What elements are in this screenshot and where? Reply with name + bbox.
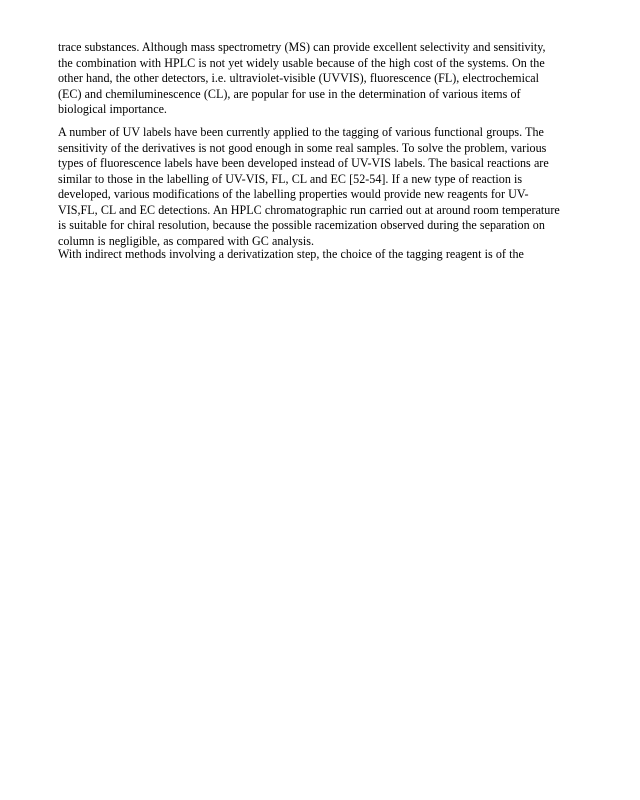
paragraph-indirect-methods [58, 247, 586, 263]
paragraph-line: the combination with HPLC is not yet widely usable because of the high cost of the systems. On the [58, 55, 545, 70]
paragraph-line: biological importance. [58, 102, 167, 116]
paragraph-line: similar to those in the labelling of UV-VIS, FL, CL and EC [52-54]. If a new type of reaction is [58, 171, 523, 186]
paragraph-line: developed, various modifications of the labelling properties would provide new reagents for UV- [58, 187, 529, 201]
paragraph-line: VIS,FL, CL and EC detections. An HPLC chromatographic run carried out at around room temperature [58, 202, 560, 217]
paragraph-line: (EC) and chemiluminescence (CL), are popular for use in the determination of various items of [58, 86, 521, 101]
paragraph-line: With indirect methods involving a derivatization step, the choice of the tagging reagent is of the [58, 247, 524, 261]
paragraph-line: column is negligible, as compared with GC analysis. [58, 233, 314, 248]
paragraph-uv-labels [58, 125, 586, 249]
paragraph-line: other hand, the other detectors, i.e. ultraviolet-visible (UVVIS), fluorescence (FL), electrochemical [58, 71, 540, 85]
paragraph-line: sensitivity of the derivatives is not good enough in some real samples. To solve the problem, various [58, 140, 547, 155]
paragraph-line: is suitable for chiral resolution, because the possible racemization observed during the separation on [58, 218, 545, 232]
paragraph-line: trace substances. Although mass spectrometry (MS) can provide excellent selectivity and sensitivity, [58, 40, 546, 54]
paragraph-mass-spectrometry-detectors [58, 40, 586, 118]
paragraph-line: A number of UV labels have been currently applied to the tagging of various functional groups. The [58, 125, 544, 139]
paragraph-line: types of fluorescence labels have been developed instead of UV-VIS labels. The basical reactions are [58, 156, 549, 170]
